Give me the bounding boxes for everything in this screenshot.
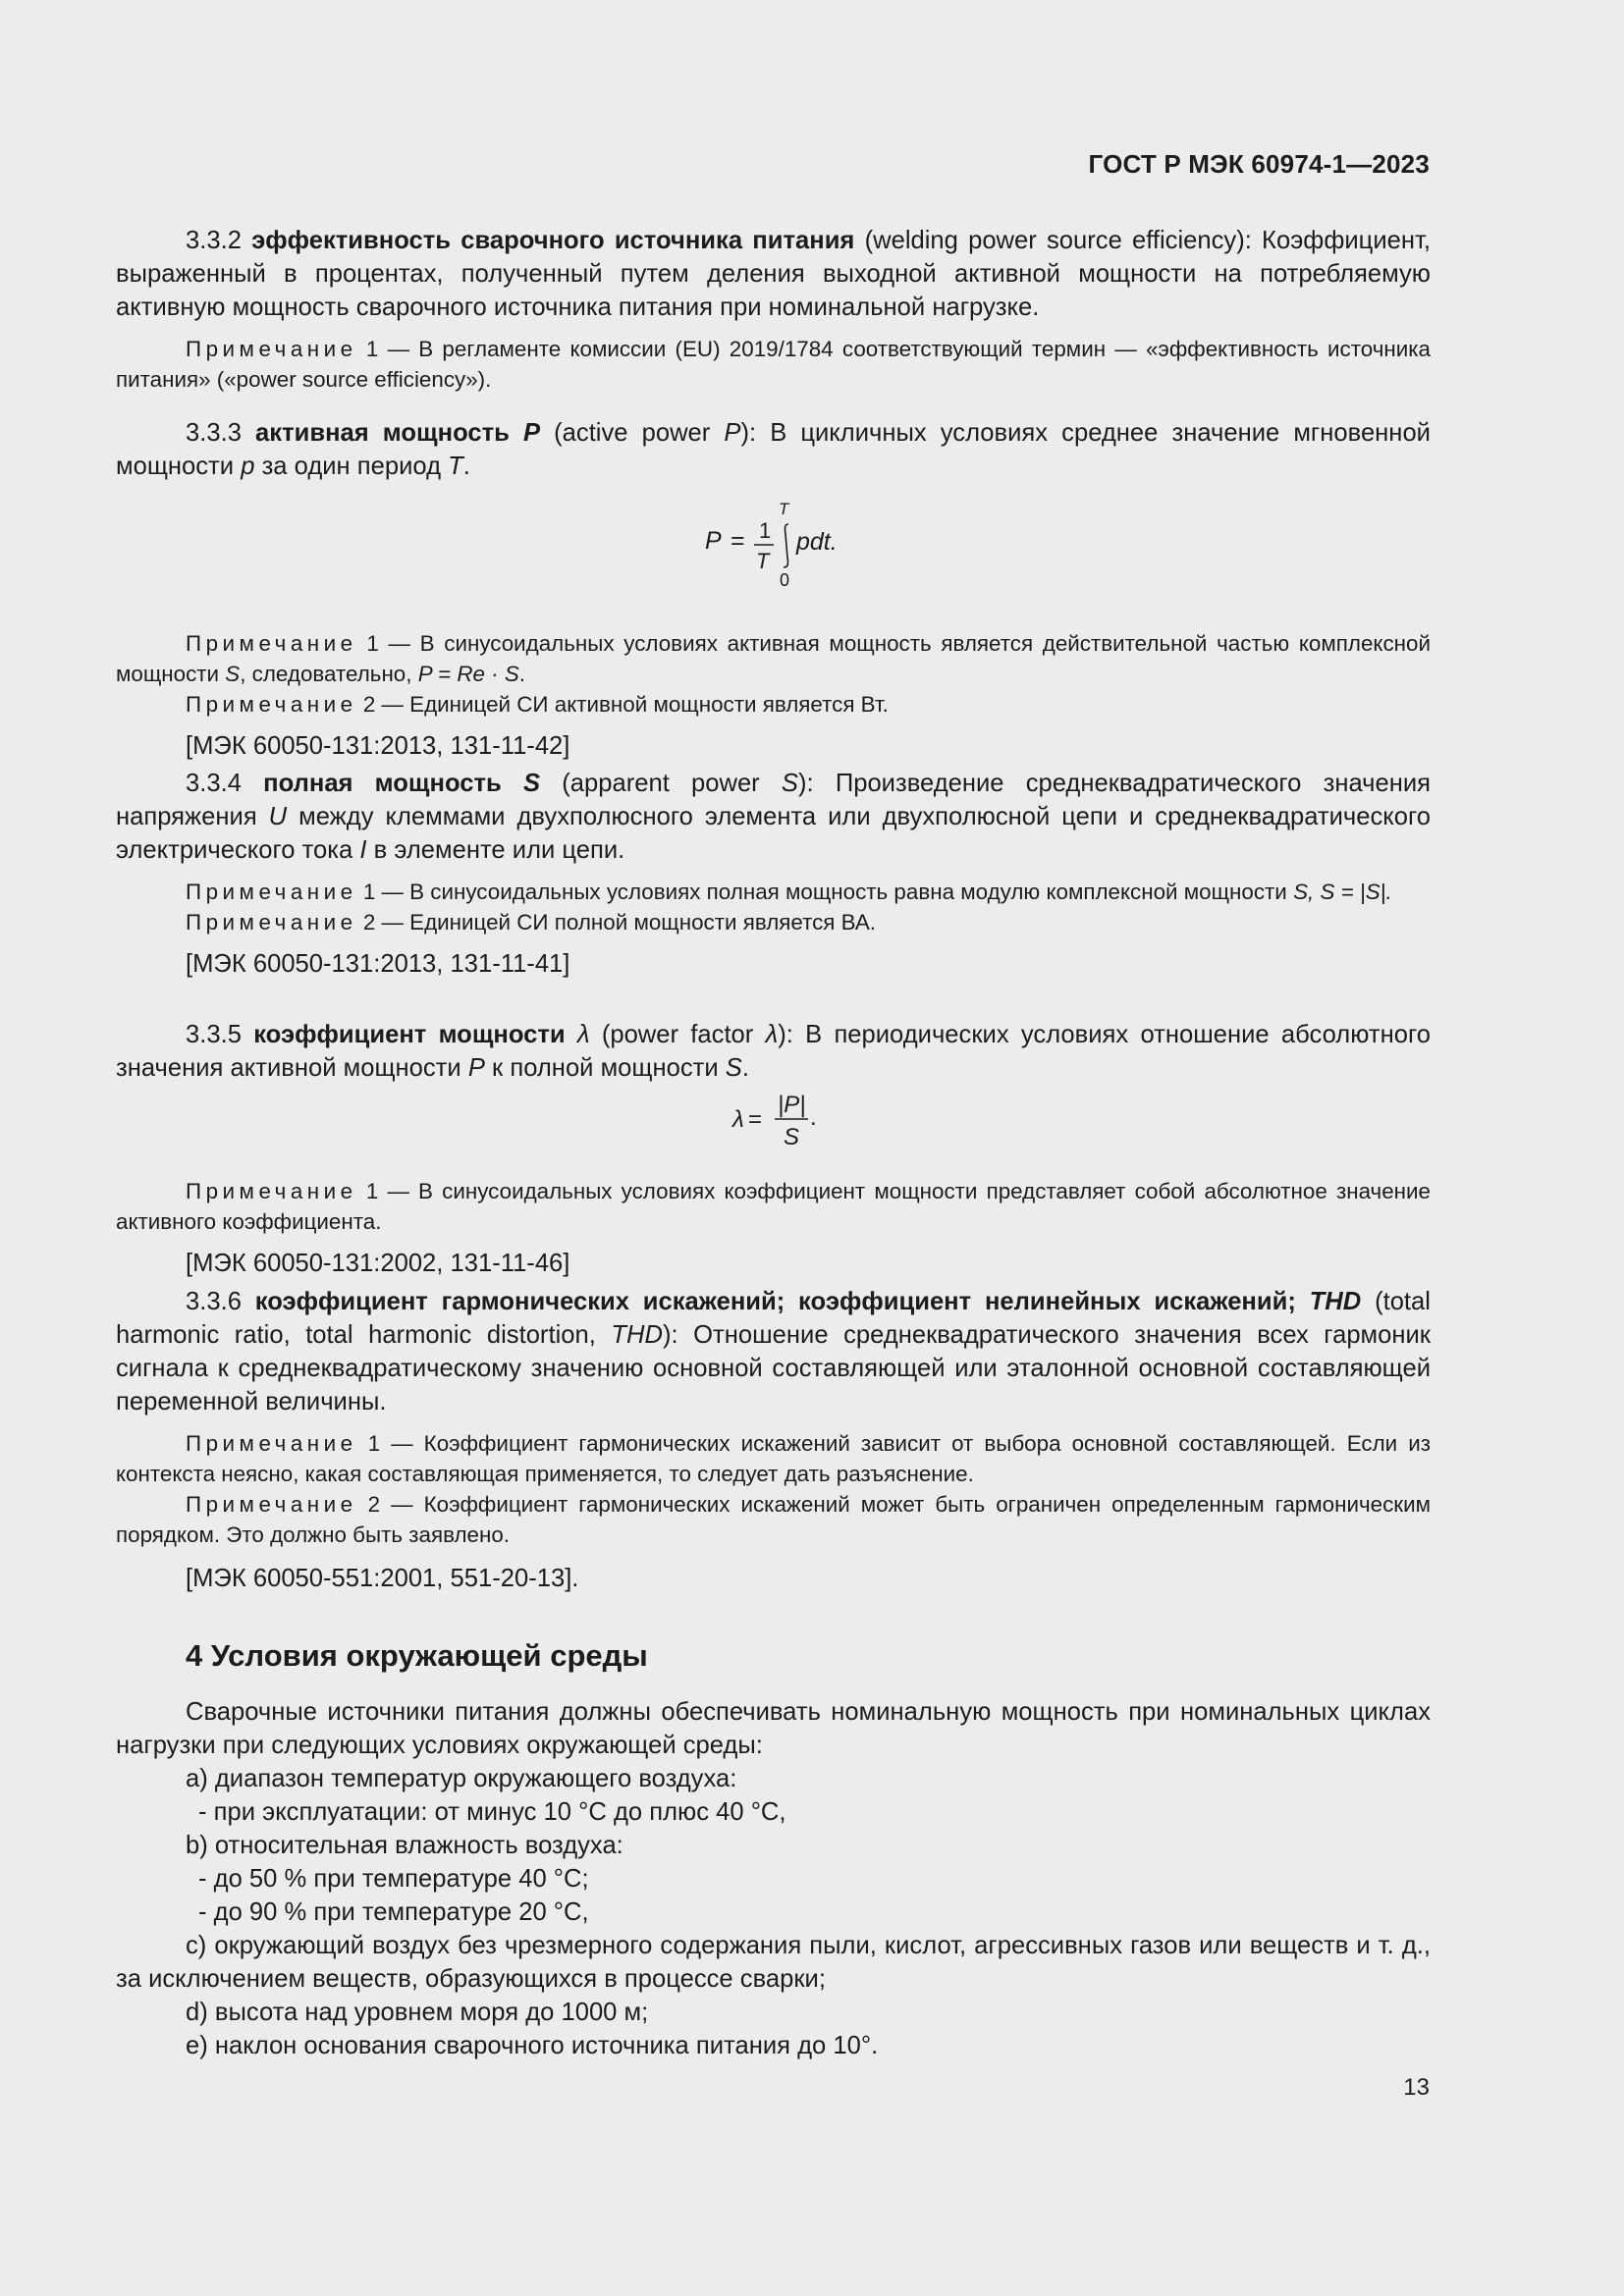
term: полная мощность	[263, 770, 502, 797]
reference: [МЭК 60050-131:2013, 131-11-42]	[186, 732, 570, 760]
symbol-inline: λ	[765, 1021, 779, 1048]
term: коэффициент гармонических искажений; коэффициент нелинейных искажений;	[254, 1288, 1296, 1315]
note-label: Примечание	[186, 631, 357, 656]
inline-formula: P = Re · S	[417, 662, 519, 686]
symbol-inline: THD	[611, 1321, 663, 1349]
punctuation: .	[518, 662, 526, 686]
symbol-inline: S	[725, 1054, 742, 1082]
definition-3-3-3	[116, 416, 1431, 483]
list-item: e) наклон основания сварочного источника питания до 10°.	[186, 2032, 879, 2059]
list-subitem: - при эксплуатации: от минус 10 °С до плюс 40 °С,	[198, 1798, 786, 1826]
section-intro: Сварочные источники питания должны обеспечивать номинальную мощность при номинальных циклах нагрузки при следующих условиях окружающей среды:	[116, 1698, 1431, 1759]
note-label: Примечание	[186, 880, 357, 904]
definition-text: ): Произведение среднеквадратического значения напряжения	[116, 770, 1431, 830]
formula-equals: =	[731, 527, 745, 555]
formula-equals: =	[748, 1106, 763, 1133]
note	[116, 907, 1431, 937]
integral-sign	[784, 524, 788, 567]
definition-text: ): В периодических условиях отношение абсолютного значения активной мощности	[116, 1021, 1431, 1082]
term: активная мощность	[255, 419, 510, 447]
definition-text: ): Отношение среднеквадратического значения всех гармоник сигнала к среднеквадратическому значению основной составляющей или эталонной основной составляющей переменной величины.	[116, 1321, 1432, 1415]
definition-text: между клеммами двухполюсного элемента или двухполюсной цепи и среднеквадратического электрического тока	[116, 803, 1431, 864]
clause-number: 3.3.4	[186, 770, 242, 797]
symbol: P	[522, 419, 541, 447]
note-text: 1 — Коэффициент гармонических искажений зависит от выбора основной составляющей. Если из контекста неясно, какая составляющая применяется, то следует дать разъяснение.	[116, 1431, 1431, 1486]
section-heading: 4 Условия окружающей среды	[186, 1638, 648, 1673]
section-3-3-3-notes	[116, 628, 1431, 763]
list-item: c) окружающий воздух без чрезмерного содержания пыли, кислот, агрессивных газов или веществ и т. д., за исключением веществ, образующихся в процессе сварки;	[116, 1932, 1431, 1993]
symbol-inline: S	[225, 662, 241, 686]
definition-text: (apparent power	[562, 770, 760, 797]
note	[116, 877, 1431, 907]
note-label: Примечание	[186, 1431, 357, 1456]
note-text: 2 — Единицей СИ активной мощности является Вт.	[362, 692, 889, 717]
reference: [МЭК 60050-131:2013, 131-11-41]	[186, 950, 570, 978]
document-header: ГОСТ Р МЭК 60974-1—2023	[1088, 149, 1430, 179]
symbol-inline: T	[448, 453, 463, 480]
section-3-3-3	[116, 416, 1431, 483]
definition-text: за один период	[261, 453, 442, 480]
note-label: Примечание	[186, 910, 357, 934]
section-3-3-2	[116, 224, 1431, 395]
symbol-inline: p	[241, 453, 255, 480]
list-subitem: - до 90 % при температуре 20 °С,	[198, 1898, 589, 1926]
list-item: d) высота над уровнем моря до 1000 м;	[186, 1999, 649, 2026]
note	[116, 1489, 1431, 1550]
list-subitem: - до 50 % при температуре 40 °С;	[198, 1865, 589, 1893]
clause-number: 3.3.3	[186, 419, 242, 447]
note	[116, 334, 1431, 395]
definition-3-3-5	[116, 1018, 1431, 1085]
note-text: , следовательно,	[240, 662, 412, 686]
page-number: 13	[1403, 2074, 1430, 2101]
integral-lower-limit: 0	[780, 570, 790, 590]
definition-text: (welding power source efficiency): Коэффициент, выраженный в процентах, полученный путем деления выходной активной мощности на потребляемую активную мощность сварочного источника питания при номинальной нагрузке.	[116, 227, 1431, 321]
note	[116, 628, 1431, 689]
note-label: Примечание	[186, 337, 357, 361]
note-text: 1 — В синусоидальных условиях полная мощность равна модулю комплексной мощности	[362, 880, 1287, 904]
definition-text: (power factor	[601, 1021, 754, 1048]
note	[116, 1176, 1431, 1237]
definition-text: (total harmonic ratio, total harmonic distortion,	[116, 1288, 1431, 1349]
formula-numerator: |P|	[778, 1092, 806, 1118]
integrand: pdt.	[796, 528, 838, 556]
reference: [МЭК 60050-131:2002, 131-11-46]	[186, 1250, 570, 1277]
active-power-formula	[687, 495, 884, 593]
section-3-3-4	[116, 767, 1431, 981]
formula-numerator: 1	[759, 518, 772, 543]
note	[116, 1428, 1431, 1489]
power-factor-formula	[727, 1080, 844, 1153]
list-item: b) относительная влажность воздуха:	[186, 1832, 623, 1859]
list-item: a) диапазон температур окружающего воздуха:	[186, 1765, 737, 1792]
clause-number: 3.3.5	[186, 1021, 242, 1048]
section-3-3-5-notes	[116, 1176, 1431, 1280]
term: эффективность сварочного источника питания	[251, 227, 855, 254]
note-label: Примечание	[186, 1179, 357, 1203]
symbol-inline: P	[724, 419, 741, 447]
definition-3-3-6	[116, 1285, 1431, 1418]
note-text: 2 — Единицей СИ полной мощности является ВА.	[362, 910, 876, 934]
definition-3-3-2	[116, 224, 1431, 324]
section-3-3-5	[116, 1018, 1431, 1085]
symbol-inline: I	[359, 836, 367, 864]
definition-text: ): В цикличных условиях среднее значение мгновенной мощности	[116, 419, 1431, 480]
formula-denominator: S	[784, 1124, 800, 1150]
note	[116, 689, 1431, 720]
section-3-3-6	[116, 1285, 1431, 1595]
clause-number: 3.3.2	[186, 227, 242, 254]
definition-text: в элементе или цепи.	[373, 836, 625, 864]
note-text: 2 — Коэффициент гармонических искажений может быть ограничен определенным гармоническим порядком. Это должно быть заявлено.	[116, 1492, 1431, 1547]
symbol: S	[522, 770, 541, 797]
note-label: Примечание	[186, 692, 357, 717]
reference: [МЭК 60050-551:2001, 551-20-13].	[186, 1565, 579, 1592]
definition-3-3-4	[116, 767, 1431, 867]
note-text: 1 — В синусоидальных условиях коэффициент мощности представляет собой абсолютное значение активного коэффициента.	[116, 1179, 1431, 1234]
symbol: λ	[576, 1021, 590, 1048]
note-label: Примечание	[186, 1492, 357, 1517]
clause-number: 3.3.6	[186, 1288, 242, 1315]
definition-text: к полной мощности	[492, 1054, 719, 1082]
formula-tail: .	[810, 1104, 817, 1131]
inline-formula: S, S = |S|.	[1293, 880, 1392, 904]
definition-text: (active power	[554, 419, 711, 447]
symbol: THD	[1309, 1288, 1362, 1315]
formula-lhs: λ	[732, 1106, 744, 1133]
note-text: 1 — В регламенте комиссии (EU) 2019/1784 соответствующий термин — «эффективность источника питания» («power source efficiency»).	[116, 337, 1431, 392]
term: коэффициент мощности	[253, 1021, 566, 1048]
punctuation: .	[462, 453, 470, 480]
formula-denominator: T	[756, 549, 770, 573]
symbol-inline: P	[467, 1054, 485, 1082]
section-4	[116, 1638, 1431, 2062]
note-text: 1 — В синусоидальных условиях активная мощность является действительной частью комплексной мощности	[116, 631, 1431, 686]
punctuation: .	[741, 1054, 749, 1082]
formula-lhs: P	[705, 527, 722, 555]
symbol-inline: U	[268, 803, 288, 830]
symbol-inline: S	[781, 770, 798, 797]
integral-upper-limit: T	[779, 500, 789, 518]
